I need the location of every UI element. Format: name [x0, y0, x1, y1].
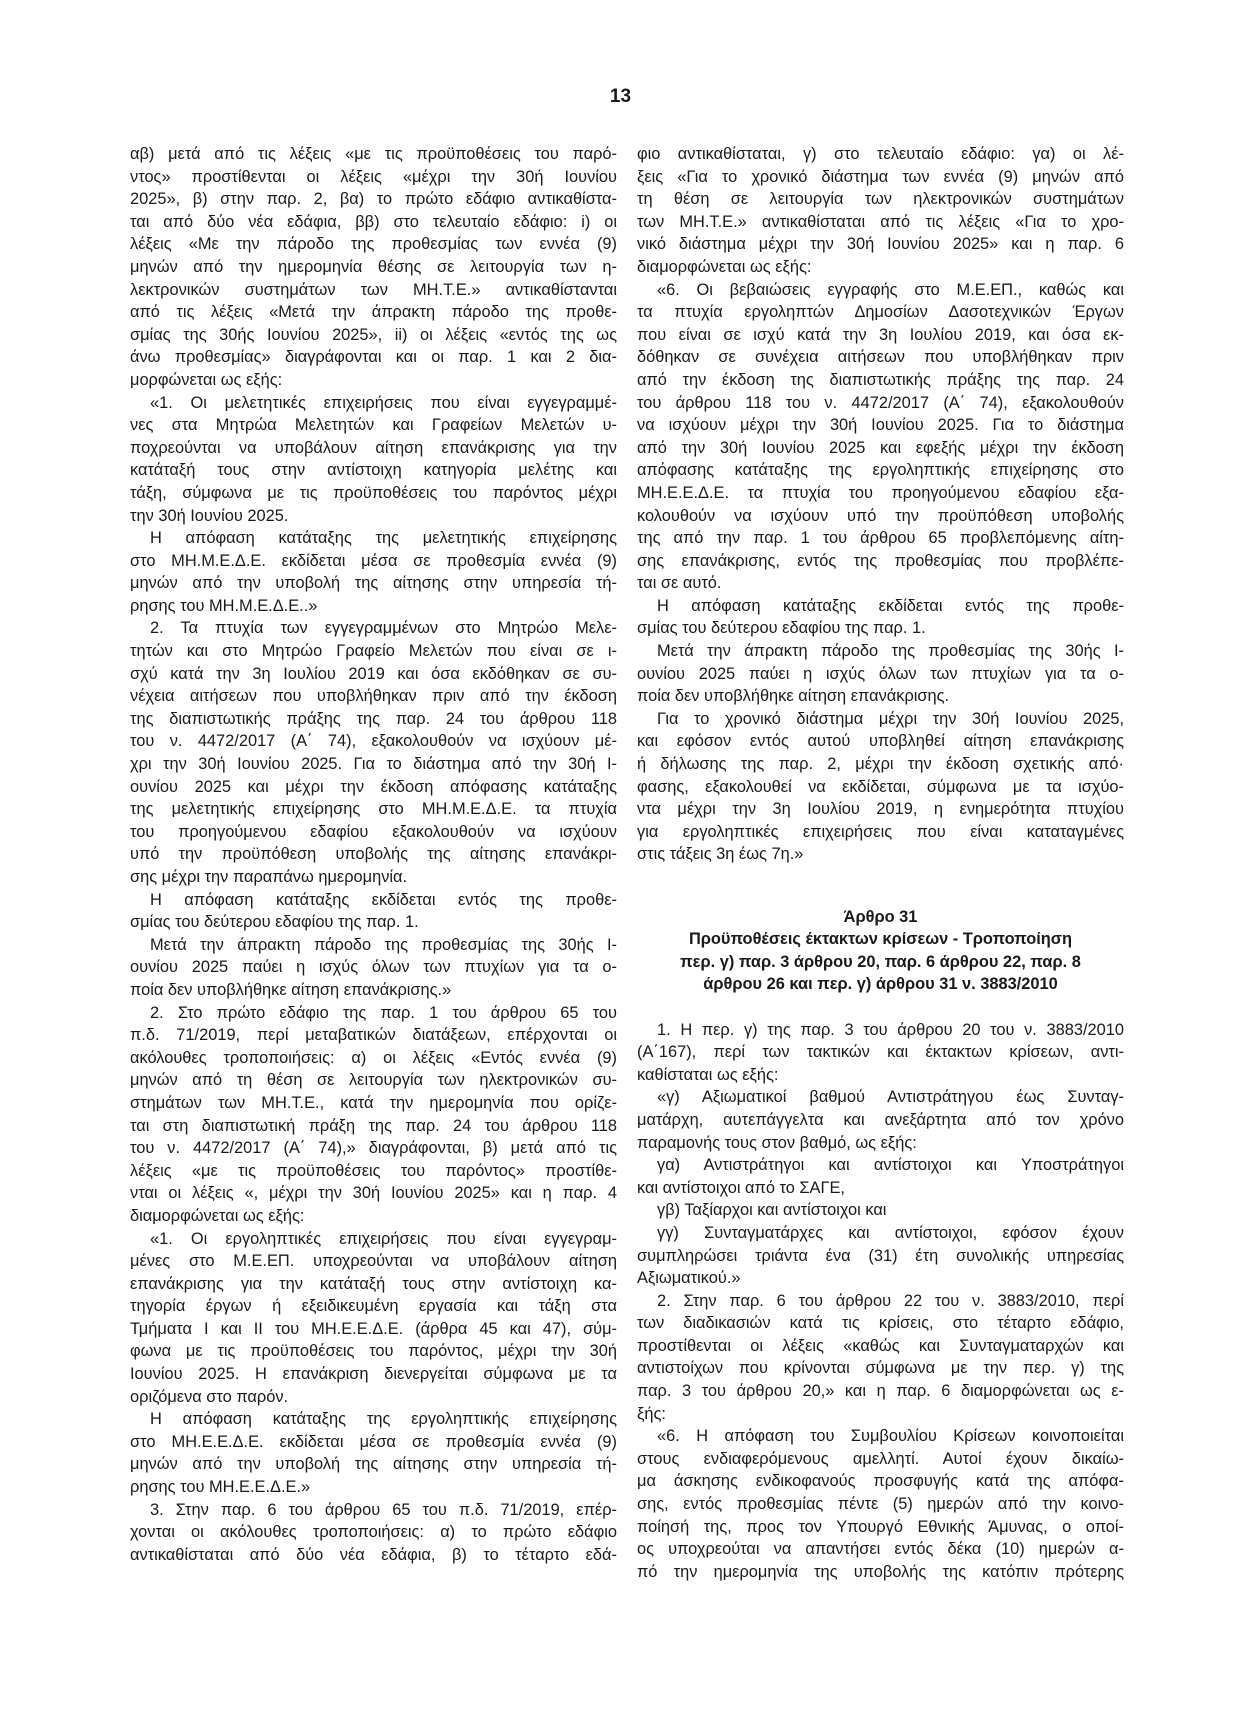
text-line: πό την ημερομηνία της υποβολής της κατόπιν πρότερης	[637, 1562, 1124, 1581]
text-line: Τμήματα Ι και ΙΙ του ΜΗ.Ε.Ε.Δ.Ε. (άρθρα 45 και 47), σύμ-	[130, 1319, 617, 1338]
text-line: «6. Η απόφαση του Συμβουλίου Κρίσεων κοινοποιείται	[657, 1427, 1124, 1446]
text-line: χρι την 30ή Ιουνίου 2025. Για το διάστημα από την 30ή Ι-	[130, 755, 617, 774]
text-line: άνω προθεσμίας» διαγράφονται και οι παρ. 1 και 2 δια-	[130, 348, 617, 367]
text-line: σχύ κατά την 3η Ιουλίου 2019 και όσα εκδόθηκαν σε συ-	[130, 664, 617, 683]
text-line: Η απόφαση κατάταξης της εργοληπτικής επιχείρησης	[150, 1410, 617, 1429]
text-line: αντικαθίσταται από δύο νέα εδάφια, β) το τέταρτο εδά-	[130, 1545, 617, 1564]
text-line: δόθηκαν σε συνέχεια αιτήσεων που υποβλήθηκαν πριν	[637, 348, 1124, 367]
right-column-top-text	[637, 143, 1124, 866]
text-line: Για το χρονικό διάστημα μέχρι την 30ή Ιουνίου 2025,	[657, 709, 1124, 728]
text-line: στους ενδιαφερόμενους αμελλητί. Αυτοί έχουν δικαίω-	[637, 1449, 1124, 1468]
text-line: νες στα Μητρώα Μελετητών και Γραφείων Μελετών υ-	[130, 416, 617, 435]
text-line: σης μέχρι την παραπάνω ημερομηνία.	[130, 868, 408, 886]
text-line: σμίας του δεύτερου εδαφίου της παρ. 1.	[637, 619, 926, 638]
text-line: 1. Η περ. γ) της παρ. 3 του άρθρου 20 του ν. 3883/2010	[657, 1020, 1124, 1039]
text-line: ρησης του ΜΗ.Ε.Ε.Δ.Ε.»	[130, 1478, 311, 1497]
text-line: αντιστοίχων που κρίνονται σύμφωνα με την περ. γ) της	[637, 1359, 1124, 1378]
text-line: της μελετητικής επιχείρησης στο ΜΗ.Μ.Ε.Δ.Ε. τα πτυχία	[130, 800, 617, 819]
text-line: να ισχύουν μέχρι την 30ή Ιουνίου 2025. Για το διάστημα	[637, 416, 1124, 435]
text-line: σμίας της 30ής Ιουνίου 2025», ii) οι λέξεις «εντός της ως	[130, 325, 617, 344]
text-line: ποχρεούνται να υποβάλουν αίτηση επανάκρισης για την	[130, 438, 617, 457]
text-line: «γ) Αξιωματικοί βαθμού Αντιστράτηγου έως Συνταγ-	[657, 1088, 1124, 1107]
text-line: ουνίου 2025 και μέχρι την έκδοση απόφασης κατάταξης	[130, 777, 617, 796]
text-line: στο ΜΗ.Ε.Ε.Δ.Ε. εκδίδεται μέσα σε προθεσμία εννέα (9)	[130, 1432, 617, 1451]
text-line: γβ) Ταξίαρχοι και αντίστοιχοι και	[657, 1201, 887, 1220]
text-line: ΜΗ.Ε.Ε.Δ.Ε. τα πτυχία του προηγούμενου εδαφίου εξα-	[637, 483, 1124, 502]
text-line: ται από δύο νέα εδάφια, ββ) στο τελευταίο εδάφιο: i) οι	[130, 212, 617, 231]
text-line: ται στη διαπιστωτική πράξη της παρ. 24 του άρθρου 118	[130, 1116, 617, 1135]
text-line: 2025», β) στην παρ. 2, βα) το πρώτο εδάφιο αντικαθίστα-	[130, 190, 617, 209]
text-line: ουνίου 2025 παύει η ισχύς όλων των πτυχίων για τα ο-	[130, 958, 617, 977]
text-line: ουνίου 2025 παύει η ισχύς όλων των πτυχίων για τα ο-	[637, 664, 1124, 683]
text-line: νται οι λέξεις «, μέχρι την 30ή Ιουνίου 2025» και η παρ. 4	[130, 1184, 617, 1203]
text-line: μένες στο Μ.Ε.ΕΠ. υποχρεούνται να υποβάλουν αίτηση	[130, 1252, 617, 1271]
text-line: τη θέση σε λειτουργία των ηλεκτρονικών συστημάτων	[637, 190, 1124, 209]
text-line: τα πτυχία εργοληπτών Δημοσίων Δασοτεχνικών Έργων	[637, 303, 1124, 322]
text-line: Ιουνίου 2025. Η επανάκριση διενεργείται σύμφωνα με τα	[130, 1365, 617, 1384]
text-line: και εφόσον εντός αυτού υποβληθεί αίτηση επανάκρισης	[637, 732, 1124, 751]
text-line: φιο αντικαθίσταται, γ) στο τελευταίο εδάφιο: γα) οι λέ-	[637, 145, 1124, 163]
page-number: 13	[609, 86, 632, 107]
text-line: ματάρχη, αυτεπάγγελτα και ανεξάρτητα από τον χρόνο	[637, 1110, 1124, 1129]
text-line: «1. Οι μελετητικές επιχειρήσεις που είναι εγγεγραμμέ-	[150, 393, 617, 412]
text-line: στις τάξεις 3η έως 7η.»	[637, 845, 804, 864]
text-line: (Α΄167), περί των τακτικών και έκτακτων κρίσεων, αντι-	[637, 1043, 1124, 1062]
text-line: του ν. 4472/2017 (Α΄ 74),» διαγράφονται, β) μετά από τις	[130, 1139, 617, 1158]
text-line: 2. Στο πρώτο εδάφιο της παρ. 1 του άρθρου 65 του	[150, 1003, 617, 1022]
text-line: ος υποχρεούται να απαντήσει εντός δέκα (10) ημερών α-	[637, 1540, 1124, 1559]
text-line: ξεις «Για το χρονικό διάστημα των εννέα (9) μηνών από	[637, 167, 1124, 186]
text-line: χονται οι ακόλουθες τροποποιήσεις: α) το πρώτο εδάφιο	[130, 1523, 617, 1542]
text-line: γγ) Συνταγματάρχες και αντίστοιχοι, εφόσον έχουν	[657, 1223, 1124, 1242]
text-line: λεκτρονικών συστημάτων των ΜΗ.Τ.Ε.» αντικαθίστανται	[130, 280, 617, 299]
text-line: τητών και στο Μητρώο Γραφείο Μελετών που είναι σε ι-	[130, 642, 617, 661]
text-line: μηνών από την ημερομηνία θέσης σε λειτουργία των η-	[130, 257, 617, 276]
text-line: Αξιωματικού.»	[637, 1269, 741, 1288]
text-line: του ν. 4472/2017 (Α΄ 74), εξακολουθούν να ισχύουν μέ-	[130, 732, 617, 751]
text-line: λέξεις «με τις προϋποθέσεις του παρόντος» προστίθε-	[130, 1161, 617, 1180]
text-line: οριζόμενα στο παρόν.	[130, 1387, 289, 1406]
text-line: συμπληρώσει τριάντα ένα (31) έτη συνολικής υπηρεσίας	[637, 1246, 1124, 1265]
text-line: ή δήλωσης της παρ. 2, μέχρι την έκδοση σχετικής από·	[637, 755, 1124, 774]
text-line: φωνα με τις προϋποθέσεις του παρόντος, μέχρι την 30ή	[130, 1342, 617, 1361]
text-line: την 30ή Ιουνίου 2025.	[130, 506, 289, 525]
text-line: «6. Οι βεβαιώσεις εγγραφής στο Μ.Ε.ΕΠ., καθώς και	[657, 280, 1124, 299]
text-line: 2. Στην παρ. 6 του άρθρου 22 του ν. 3883/2010, περί	[657, 1291, 1124, 1310]
text-line: Η απόφαση κατάταξης της μελετητικής επιχείρησης	[150, 529, 617, 548]
text-line: επανάκρισης για την κατάταξή τους στην αντίστοιχη κα-	[130, 1274, 617, 1293]
text-line: ποία δεν υποβλήθηκε αίτηση επανάκρισης.»	[130, 980, 452, 999]
text-line: Μετά την άπρακτη πάροδο της προθεσμίας της 30ής Ι-	[657, 642, 1124, 661]
text-line: του προηγούμενου εδαφίου εξακολουθούν να ισχύουν	[130, 822, 617, 841]
text-line: ξής:	[637, 1404, 666, 1423]
text-line: ντα μέχρι την 3η Ιουλίου 2019, η ενημερότητα πτυχίου	[637, 800, 1124, 819]
article-subtitle-line: περ. γ) παρ. 3 άρθρου 20, παρ. 6 άρθρου 22, παρ. 8	[680, 952, 1081, 971]
text-line: 2. Τα πτυχία των εγγεγραμμένων στο Μητρώο Μελε-	[150, 619, 617, 638]
text-line: προστίθενται οι λέξεις «καθώς και Συνταγματαρχών και	[637, 1336, 1124, 1355]
text-line: ακόλουθες τροποποιήσεις: α) οι λέξεις «Εντός εννέα (9)	[130, 1048, 617, 1067]
text-line: στο ΜΗ.Μ.Ε.Δ.Ε. εκδίδεται μέσα σε προθεσμία εννέα (9)	[130, 551, 617, 570]
text-line: ντος» προστίθενται οι λέξεις «μέχρι την 30ή Ιουνίου	[130, 167, 617, 186]
text-line: μηνών από την υποβολή της αίτησης στην υπηρεσία τή-	[130, 574, 617, 593]
text-line: μηνών από τη θέση σε λειτουργία των ηλεκτρονικών συ-	[130, 1071, 617, 1090]
text-line: από την έκδοση της διαπιστωτικής πράξης της παρ. 24	[637, 370, 1124, 389]
text-line: διαμορφώνεται ως εξής:	[130, 1206, 305, 1225]
text-line: «1. Οι εργοληπτικές επιχειρήσεις που είναι εγγεγραμ-	[150, 1229, 617, 1248]
text-line: και αντίστοιχοι από το ΣΑΓΕ,	[637, 1178, 845, 1197]
text-line: των διαδικασιών κατά τις κρίσεις, στο τέταρτο εδάφιο,	[637, 1314, 1124, 1333]
text-line: διαμορφώνεται ως εξής:	[637, 257, 812, 276]
text-line: στημάτων των ΜΗ.Τ.Ε., κατά την ημερομηνία που ορίζε-	[130, 1093, 617, 1112]
right-column-bottom-text	[637, 1019, 1124, 1584]
text-line: υπό την προϋπόθεση υποβολής της αίτησης επανάκρι-	[130, 845, 617, 864]
text-line: 3. Στην παρ. 6 του άρθρου 65 του π.δ. 71/2019, επέρ-	[150, 1500, 617, 1519]
text-line: νέχεια αιτήσεων που υποβλήθηκαν πριν από την έκδοση	[130, 687, 617, 706]
text-line: τηγορία έργων ή εξειδικευμένη εργασία και τάξη στα	[130, 1297, 617, 1316]
article-subtitle-line: άρθρου 26 και περ. γ) άρθρου 31 ν. 3883/2010	[703, 975, 1058, 994]
text-line: απόφασης κατάταξης της εργοληπτικής επιχείρησης στο	[637, 461, 1124, 480]
text-line: κολουθούν να ισχύουν υπό την προϋπόθεση υποβολής	[637, 506, 1124, 525]
text-line: κατάταξή τους στην αντίστοιχη κατηγορία μελέτης και	[130, 461, 617, 480]
text-line: ποίησή της, προς τον Υπουργό Εθνικής Άμυνας, ο οποί-	[637, 1517, 1124, 1536]
text-line: Η απόφαση κατάταξης εκδίδεται εντός της προθε-	[657, 596, 1124, 615]
text-line: ρησης του ΜΗ.Μ.Ε.Δ.Ε..»	[130, 596, 318, 615]
text-line: σης επανάκρισης, εντός της προθεσμίας που προβλέπε-	[637, 551, 1124, 570]
text-line: γα) Αντιστράτηγοι και αντίστοιχοι και Υποστράτηγοι	[657, 1156, 1124, 1175]
text-line: της διαπιστωτικής πράξης της παρ. 24 του άρθρου 118	[130, 709, 617, 728]
text-line: μορφώνεται ως εξής:	[130, 370, 283, 389]
text-line: του άρθρου 118 του ν. 4472/2017 (Α΄ 74), εξακολουθούν	[637, 393, 1124, 412]
text-line: των ΜΗ.Τ.Ε.» αντικαθίσταται από τις λέξεις «Για το χρο-	[637, 212, 1124, 231]
article-subtitle-line: Προϋποθέσεις έκτακτων κρίσεων - Τροποποίηση	[688, 930, 1073, 949]
text-line: αβ) μετά από τις λέξεις «με τις προϋποθέσεις του παρό-	[130, 145, 617, 163]
text-line: της από την παρ. 1 του άρθρου 65 προβλεπόμενης αίτη-	[637, 529, 1124, 548]
article-title: Άρθρο 31	[843, 907, 918, 926]
text-line: τάξη, σύμφωνα με τις προϋποθέσεις του παρόντος μέχρι	[130, 483, 617, 502]
text-line: μηνών από την υποβολή της αίτησης στην υπηρεσία τή-	[130, 1455, 617, 1474]
text-line: Μετά την άπρακτη πάροδο της προθεσμίας της 30ής Ι-	[150, 935, 617, 954]
text-line: καθίσταται ως εξής:	[637, 1065, 779, 1084]
text-line: μα άσκησης ενδικοφανούς προσφυγής κατά της απόφα-	[637, 1472, 1124, 1491]
text-line: ποία δεν υποβλήθηκε αίτηση επανάκρισης.	[637, 687, 950, 706]
text-line: φασης, εξακολουθεί να εκδίδεται, σύμφωνα με τα ισχύο-	[637, 777, 1124, 796]
text-line: σμίας του δεύτερου εδαφίου της παρ. 1.	[130, 913, 419, 932]
text-line: Η απόφαση κατάταξης εκδίδεται εντός της προθε-	[150, 890, 617, 909]
text-line: ται σε αυτό.	[637, 574, 722, 593]
text-line: από την 30ή Ιουνίου 2025 και εφεξής μέχρι την έκδοση	[637, 438, 1124, 457]
text-line: παρ. 3 του άρθρου 20,» και η παρ. 6 διαμορφώνεται ως ε-	[637, 1382, 1124, 1401]
text-line: παραμονής τους στον βαθμό, ως εξής:	[637, 1133, 917, 1152]
right-column	[637, 143, 1124, 1583]
text-line: π.δ. 71/2019, περί μεταβατικών διατάξεων, επέρχονται οι	[130, 1026, 617, 1045]
text-line: για εργοληπτικές επιχειρήσεις που είναι καταταγμένες	[637, 822, 1124, 841]
text-line: από τις λέξεις «Μετά την άπρακτη πάροδο της προθε-	[130, 303, 617, 322]
text-line: σης, εντός προθεσμίας πέντε (5) ημερών από την κοινο-	[637, 1495, 1124, 1514]
text-line: που είναι σε ισχύ κατά την 3η Ιουλίου 2019, και όσα εκ-	[637, 325, 1124, 344]
text-line: νικό διάστημα μέχρι την 30ή Ιουνίου 2025» και η παρ. 6	[637, 235, 1124, 254]
left-column	[130, 143, 617, 1566]
text-line: λέξεις «Με την πάροδο της προθεσμίας των εννέα (9)	[130, 235, 617, 254]
